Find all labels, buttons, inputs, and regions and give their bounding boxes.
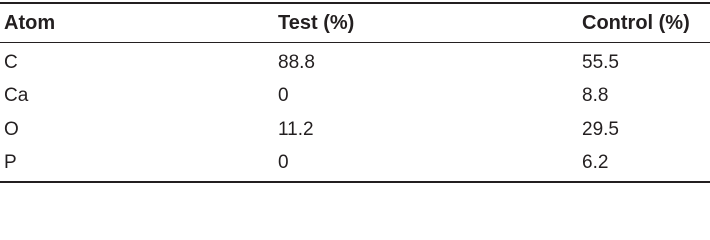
- cell-control: 6.2: [582, 152, 609, 173]
- cell-control: 8.8: [582, 85, 609, 106]
- cell-atom: O: [4, 119, 19, 140]
- cell-atom: C: [4, 52, 18, 73]
- table-row: [0, 80, 710, 112]
- cell-test: 11.2: [278, 119, 314, 140]
- table-bottom-rule: [0, 181, 710, 183]
- cell-atom: P: [4, 152, 17, 173]
- table-header-row: [0, 5, 710, 37]
- cell-control: 55.5: [582, 52, 619, 73]
- header-control: Control (%): [582, 12, 690, 34]
- table-top-rule: [0, 2, 710, 4]
- table-row: [0, 47, 710, 79]
- cell-control: 29.5: [582, 119, 619, 140]
- cell-test: 0: [278, 85, 289, 106]
- cell-atom: Ca: [4, 85, 29, 106]
- cell-test: 0: [278, 152, 289, 173]
- table-row: [0, 147, 710, 179]
- header-test: Test (%): [278, 12, 355, 34]
- table-row: [0, 114, 710, 146]
- cell-test: 88.8: [278, 52, 315, 73]
- table-header-rule: [0, 42, 710, 43]
- header-atom: Atom: [4, 12, 56, 34]
